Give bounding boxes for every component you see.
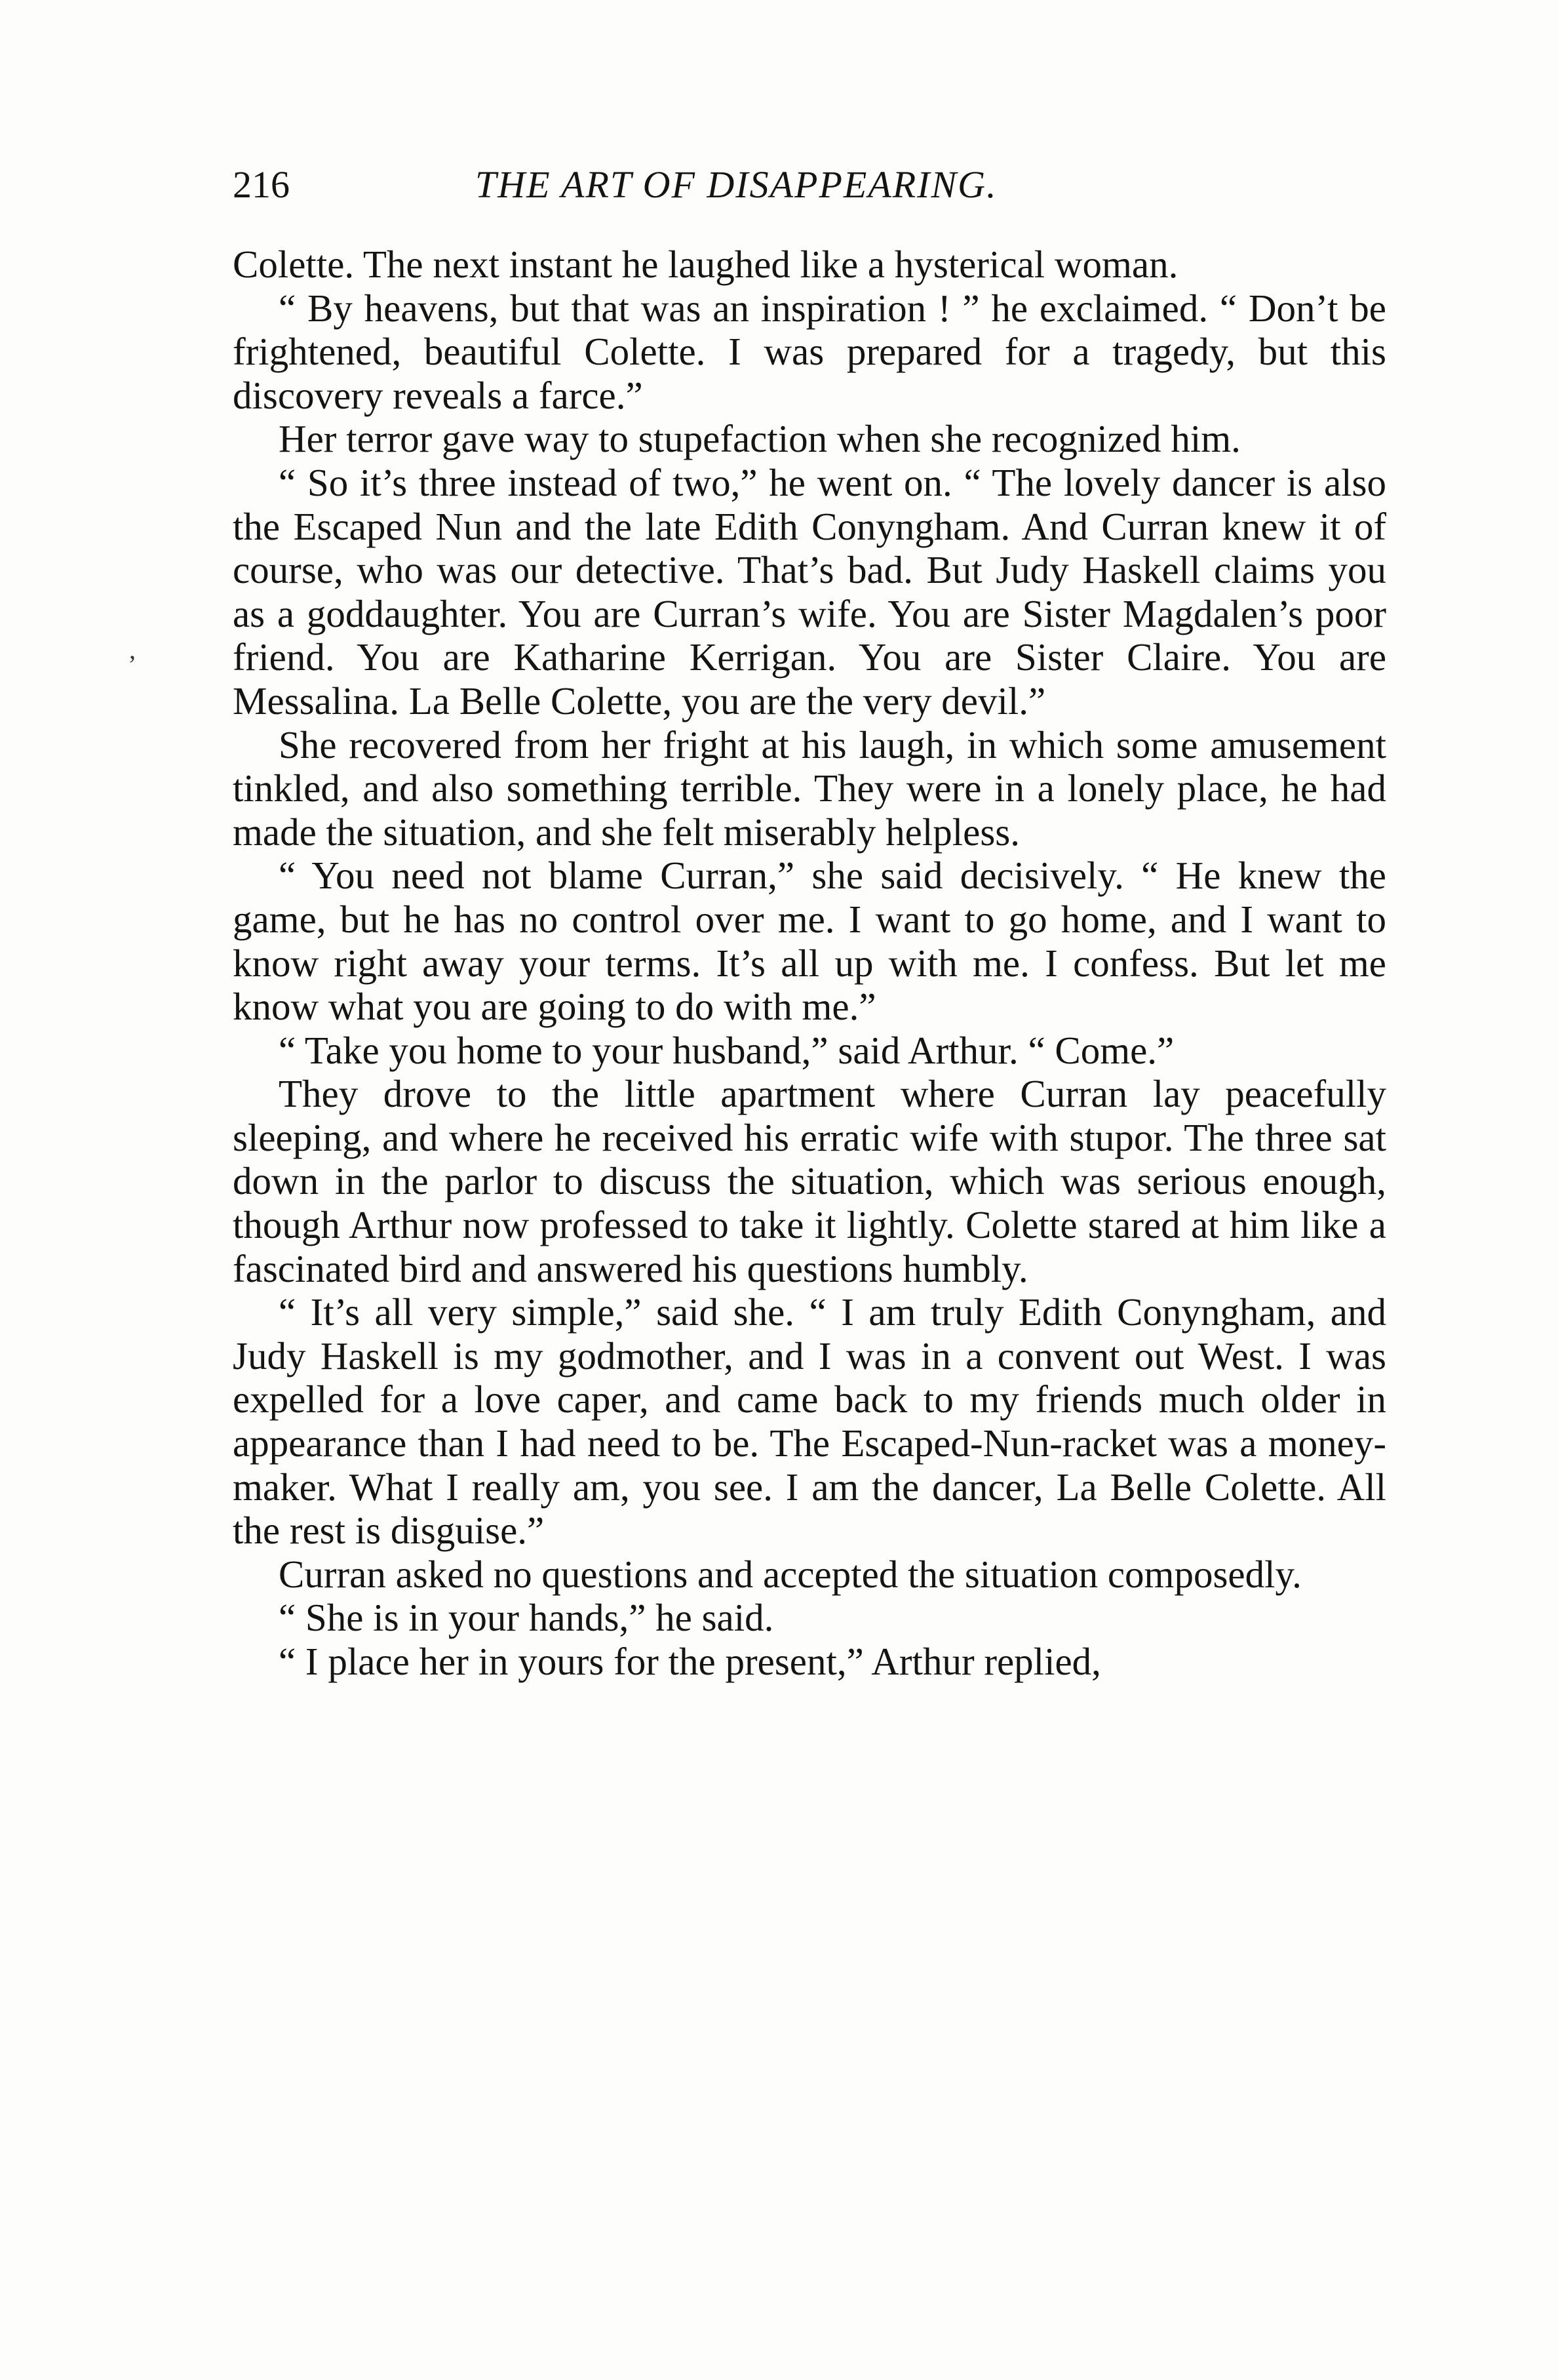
paragraph: “ By heavens, but that was an inspiration ! ” he exclaimed. “ Don’t be frightened, beautiful Colette. I was prepared for a tragedy, but this discovery reveals a farce.” [233, 286, 1386, 417]
book-page [233, 159, 1386, 1684]
paragraph: “ It’s all very simple,” said she. “ I am truly Edith Conyngham, and Judy Haskell is my godmother, and I was in a convent out West. I was expelled for a love caper, and came back to my friends much older in appearance than I had need to be. The Escaped-Nun-racket was a money-maker. What I really am, you see. I am the dancer, La Belle Colette. All the rest is disguise.” [233, 1290, 1386, 1553]
paragraph: “ So it’s three instead of two,” he went on. “ The lovely dancer is also the Escaped Nun and the late Edith Conyngham. And Curran knew it of course, who was our detective. That’s bad. But Judy Haskell claims you as a goddaughter. You are Curran’s wife. You are Sister Magdalen’s poor friend. You are Katharine Kerrigan. You are Sister Claire. You are Messalina. La Belle Colette, you are the very devil.” [233, 460, 1386, 723]
paragraph: They drove to the little apartment where Curran lay peacefully sleeping, and where he received his erratic wife with stupor. The three sat down in the parlor to discuss the situation, which was serious enough, though Arthur now professed to take it lightly. Colette stared at him like a fascinated bird and answered his questions humbly. [233, 1072, 1386, 1290]
paragraph: “ Take you home to your husband,” said Arthur. “ Come.” [279, 1028, 1175, 1072]
paragraph: “ I place her in yours for the present,” Arthur replied, [279, 1640, 1101, 1683]
paragraph: Her terror gave way to stupefaction when she recognized him. [279, 417, 1241, 461]
running-head [233, 159, 1386, 211]
page-number: 216 [233, 163, 290, 206]
paragraph: Colette. The next instant he laughed like a hysterical woman. [233, 243, 1178, 286]
paragraph: “ You need not blame Curran,” she said decisively. “ He knew the game, but he has no control over me. I want to go home, and I want to know right away your terms. It’s all up with me. I confess. But let me know what you are going to do with me.” [233, 854, 1386, 1029]
paragraph: She recovered from her fright at his laugh, in which some amusement tinkled, and also something terrible. They were in a lonely place, he had made the situation, and she felt miserably helpless. [233, 723, 1386, 854]
running-title: THE ART OF DISAPPEARING. [475, 163, 998, 206]
body-text [233, 243, 1386, 1684]
paragraph: “ She is in your hands,” he said. [279, 1596, 774, 1640]
ink-speck: ’ [128, 650, 137, 679]
paragraph: Curran asked no questions and accepted the situation composedly. [279, 1552, 1302, 1596]
